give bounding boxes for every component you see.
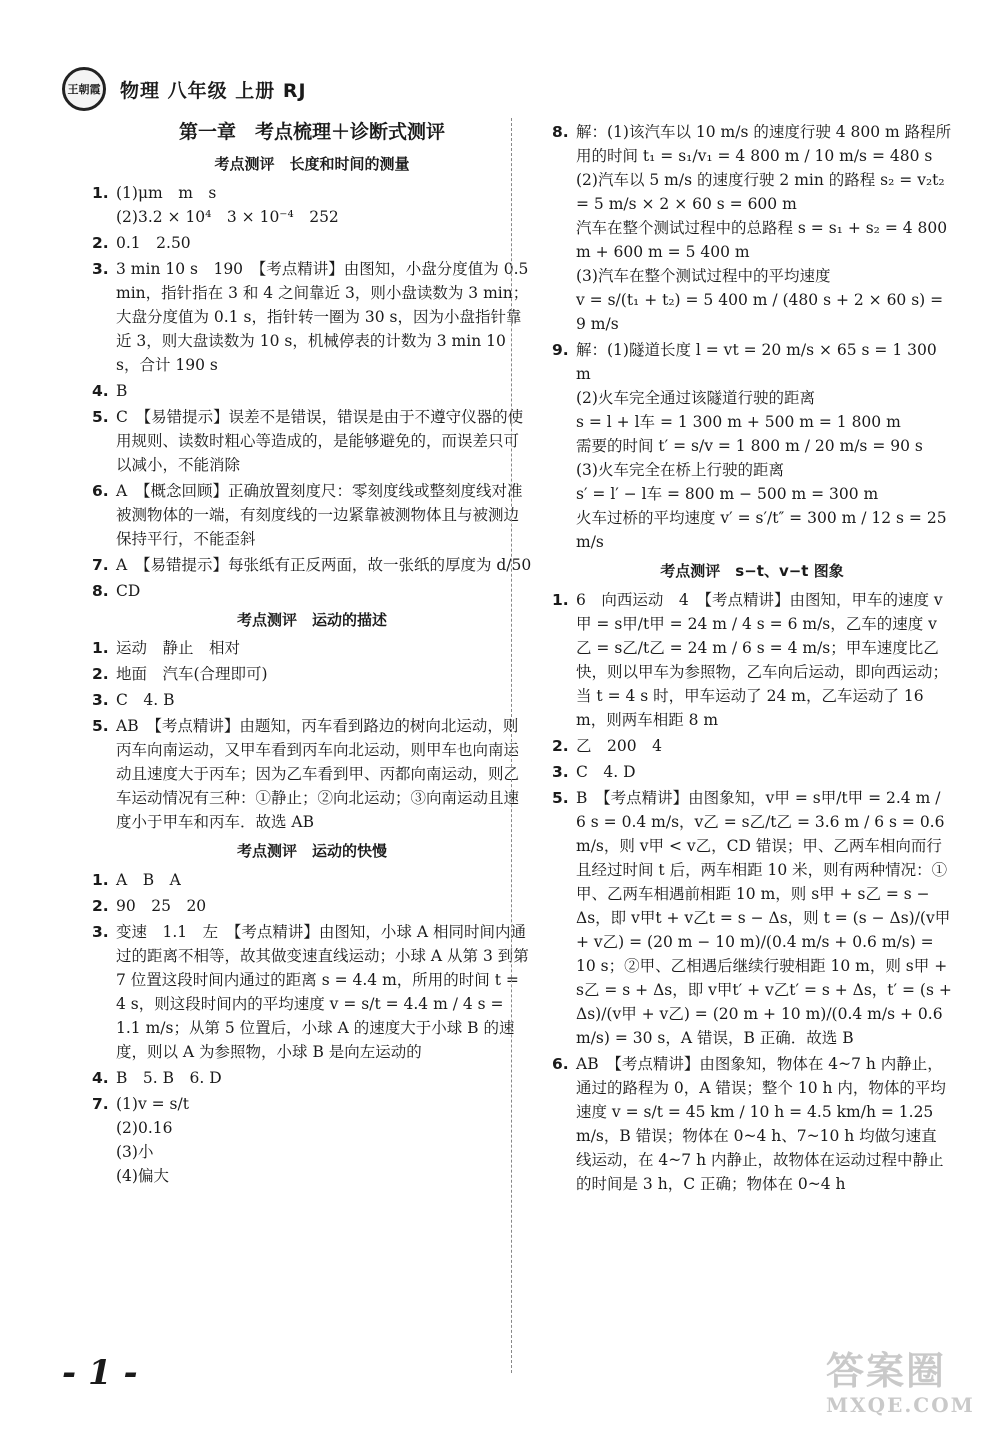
section-title: 考点测评 s−t、v−t 图象 — [660, 562, 844, 581]
page-number: - 1 - — [62, 1353, 138, 1393]
answer-number: 1. — [92, 183, 109, 202]
answer-text: 解：(1)该汽车以 10 m/s 的速度行驶 4 800 m 路程所用的时间 t₁ = s₁/v₁ = 4 800 m / 10 m/s = 480 s (2)汽车以 5 m/s 的速度行驶 2 min 的路程 s₂ = v₂t₂ = 5 m/s × 2 × 60 s = 600 m 汽车在整个测试过程中的总路程 s = s₁ + s₂ = 4 800 m + 600 m = 5 400 m (3)汽车在整个测试过程中的平均速度 v = s/(t₁ + t₂) = 5 400 m / (480 s + 2 × 60 s) = 9 m/s — [576, 123, 952, 334]
right-column — [552, 118, 957, 1198]
answer-item — [552, 338, 952, 554]
publisher-logo-icon: 王朝霞 — [62, 67, 106, 111]
answer-text: AB 【考点精讲】由题知，丙车看到路边的树向北运动，则丙车向南运动，又甲车看到丙车向北运动，则甲车也向南运动且速度大于丙车；因为乙车看到甲、丙都向南运动，则乙车运动情况有三种：①静止；②向北运动；③向南运动且速度小于甲车和丙车．故选 AB — [116, 717, 520, 832]
chapter-title: 第一章 考点梳理＋诊断式测评 — [178, 121, 445, 143]
answer-text: B 5. B 6. D — [116, 1068, 222, 1087]
answer-number: 5. — [92, 407, 109, 426]
left-column — [92, 118, 532, 1190]
answer-text: 运动 静止 相对 — [116, 639, 241, 658]
answer-number: 3. — [92, 691, 109, 710]
answer-number: 5. — [92, 717, 109, 736]
answer-item — [92, 405, 532, 477]
answer-text: B 【考点精讲】由图象知，v甲 = s甲/t甲 = 2.4 m / 6 s = 0.4 m/s，v乙 = s乙/t乙 = 3.6 m / 6 s = 0.6 m/s，则 v甲 < v乙，CD 错误；甲、乙两车相向而行且经过时间 t 后，两车相距 10 米，则有两种情况：①甲、乙两车相遇前相距 10 m，则 s甲 + s乙 = s − Δs，即 v甲t + v乙t = s − Δs，则 t = (s − Δs)/(v甲 + v乙) = (20 m − 10 m)/(0.4 m/s + 0.6 m/s) = 10 s；②甲、乙相遇后继续行驶相距 10 m，则 s甲 + s乙 = s + Δs，即 v甲t′ + v乙t′ = s + Δs，t′ = (s + Δs)/(v甲 + v乙) = (20 m + 10 m)/(0.4 m/s + 0.6 m/s) = 30 s，A 错误，B 正确．故选 B — [576, 788, 957, 1047]
answer-item — [92, 868, 532, 892]
book-title: 物理 八年级 上册 RJ — [120, 79, 307, 102]
answer-text: 3 min 10 s 190 【考点精讲】由图知，小盘分度值为 0.5 min，指针指在 3 和 4 之间靠近 3，则小盘读数为 3 min；大盘分度值为 0.1 s，指针转一圈为 30 s，因为小盘指针靠近 3，则大盘读数为 10 s，机械停表的计数为 3 min 10 s，合计 190 s — [116, 259, 534, 374]
answer-item — [92, 714, 532, 834]
answer-number: 9. — [552, 341, 569, 360]
answer-text: C 4. B — [116, 691, 175, 710]
answer-item — [92, 479, 532, 551]
answer-number: 6. — [92, 481, 109, 500]
answer-text: (1)v = s/t (2)0.16 (3)小 (4)偏大 — [116, 1094, 189, 1185]
answer-item — [92, 579, 532, 603]
answer-text: 乙 200 4 — [576, 736, 662, 755]
answer-item — [92, 553, 532, 577]
answer-item — [552, 588, 952, 732]
answer-item — [92, 181, 532, 229]
answer-text: C 4. D — [576, 762, 636, 781]
answer-item — [92, 257, 532, 377]
answer-text: A B A — [116, 870, 181, 889]
answer-number: 4. — [92, 381, 109, 400]
answer-text: A 【概念回顾】正确放置刻度尺：零刻度线或整刻度线对准被测物体的一端，有刻度线的一边紧靠被测物体且与被测边保持平行，不能歪斜 — [116, 481, 523, 548]
answer-text: 解：(1)隧道长度 l = vt = 20 m/s × 65 s = 1 300 m (2)火车完全通过该隧道行驶的距离 s = l + l车 = 1 300 m + 500 m = 1 800 m 需要的时间 t′ = s/v = 1 800 m / 20 m/s = 90 s (3)火车完全在桥上行驶的距离 s′ = l′ − l车 = 800 m − 500 m = 300 m 火车过桥的平均速度 v′ = s′/t″ = 300 m / 12 s = 25 m/s — [576, 341, 947, 552]
answer-item — [92, 688, 532, 712]
answer-text: A 【易错提示】每张纸有正反两面，故一张纸的厚度为 d/50 — [116, 555, 532, 574]
watermark-url: MXQE.COM — [826, 1393, 975, 1417]
answer-number: 1. — [92, 870, 109, 889]
answer-number: 3. — [92, 922, 109, 941]
answer-item — [92, 1066, 532, 1090]
answer-number: 1. — [552, 590, 569, 609]
section-title: 考点测评 长度和时间的测量 — [214, 155, 410, 174]
answer-number: 8. — [92, 581, 109, 600]
answer-text: AB 【考点精讲】由图象知，物体在 4~7 h 内静止，通过的路程为 0，A 错误；整个 10 h 内，物体的平均速度 v = s/t = 45 km / 10 h = 4.5 km/h = 1.25 m/s，B 错误；物体在 0~4 h、7~10 h 均做匀速直线运动，在 4~7 h 内静止，故物体在运动过程中静止的时间是 3 h，C 正确；物体在 0~4 h — [576, 1054, 946, 1193]
answer-text: CD — [116, 581, 141, 600]
section-title: 考点测评 运动的快慢 — [236, 842, 387, 861]
right-section-items — [552, 588, 957, 1196]
answer-number: 8. — [552, 123, 569, 141]
answer-item — [92, 636, 532, 660]
answer-item — [92, 379, 532, 403]
answer-number: 6. — [552, 1054, 569, 1073]
answer-item — [92, 662, 532, 686]
answer-text: 6 向西运动 4 【考点精讲】由图知，甲车的速度 v甲 = s甲/t甲 = 24 m / 4 s = 6 m/s，乙车的速度 v乙 = s乙/t乙 = 24 m / 6 s = 4 m/s；甲车速度比乙快，则以甲车为参照物，乙车向后运动，即向西运动；当 t = 4 s 时，甲车运动了 24 m，乙车运动了 16 m，则两车相距 8 m — [576, 590, 949, 729]
section-title: 考点测评 运动的描述 — [236, 610, 387, 629]
answer-text: 0.1 2.50 — [116, 233, 191, 252]
answer-item — [92, 894, 532, 918]
answer-number: 3. — [92, 259, 109, 278]
answer-item — [552, 1052, 952, 1196]
column-divider — [511, 118, 512, 1373]
answer-number: 5. — [552, 788, 569, 807]
answer-item — [552, 120, 952, 336]
answer-number: 3. — [552, 762, 569, 781]
answer-text: B — [116, 381, 128, 400]
answer-number: 7. — [92, 555, 109, 574]
answer-number: 2. — [92, 665, 109, 684]
answer-item — [92, 231, 532, 255]
answer-text: 变速 1.1 左 【考点精讲】由图知，小球 A 相同时间内通过的距离不相等，故其做变速直线运动；小球 A 从第 3 到第 7 位置这段时间内通过的距离 s = 4.4 m，所用的时间 t = 4 s，则这段时间内的平均速度 v = s/t = 4.4 m / 4 s = 1.1 m/s；从第 5 位置后，小球 A 的速度大于小球 B 的速度，则以 A 为参照物，小球 B 是向左运动的 — [116, 922, 534, 1061]
answer-number: 4. — [92, 1068, 109, 1087]
answer-item — [552, 734, 952, 758]
answer-item — [552, 760, 952, 784]
answer-number: 1. — [92, 639, 109, 658]
left-sections — [92, 153, 532, 1187]
answer-number: 7. — [92, 1094, 109, 1113]
answer-text: C 【易错提示】误差不是错误，错误是由于不遵守仪器的使用规则、读数时粗心等造成的，是能够避免的，而误差只可以减小，不能消除 — [116, 407, 524, 474]
answer-text: 地面 汽车(合理即可) — [116, 665, 268, 684]
right-items — [552, 120, 952, 554]
answer-item — [92, 1092, 532, 1188]
answer-number: 2. — [92, 896, 109, 915]
answer-text: 90 25 20 — [116, 896, 207, 915]
page-header — [62, 64, 307, 114]
answer-number: 2. — [92, 233, 109, 252]
watermark-logo: 答案圈 — [826, 1348, 947, 1393]
answer-item — [552, 786, 957, 1050]
answer-text: (1)μm m s (2)3.2 × 10⁴ 3 × 10⁻⁴ 252 — [116, 183, 339, 226]
answer-number: 2. — [552, 736, 569, 755]
answer-item — [92, 920, 532, 1064]
